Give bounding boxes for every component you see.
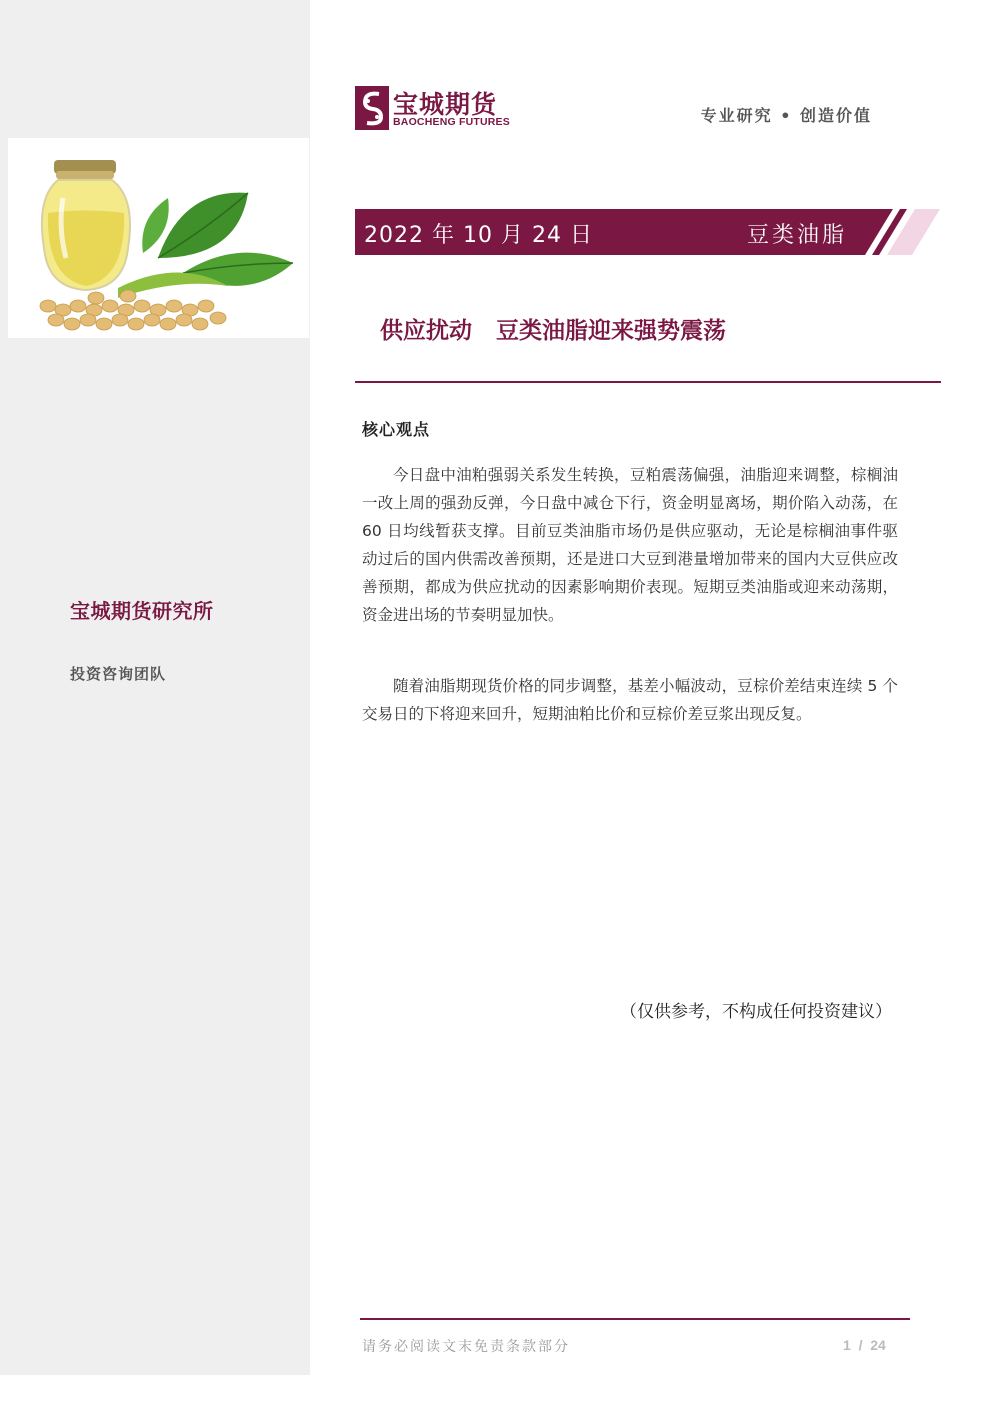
body-paragraph-1: 今日盘中油粕强弱关系发生转换，豆粕震荡偏强，油脂迎来调整，棕榈油一改上周的强劲反弹，今日盘中减仓下行，资金明显离场，期价陷入动荡，在 60 日均线暂获支撑。目前豆类油脂市场仍是供应驱动，无论是棕榈油事件驱动过后的国内供需改善预期，还是进口大豆到港量增加带来的国内大豆供应改善预期，都成为供应扰动的因素影响期价表现。短期豆类油脂或迎来动荡期，资金进出场的节奏明显加快。 [362,466,898,624]
page-number: 1 / 24 [843,1337,886,1353]
footer-divider [360,1318,910,1320]
company-logo [355,86,525,132]
sidebar [0,0,310,1375]
sidebar-team-name: 投资咨询团队 [70,665,167,683]
logo-english-name: BAOCHENG FUTURES [393,116,510,128]
sidebar-org-name: 宝城期货研究所 [70,599,214,623]
disclaimer: （仅供参考，不构成任何投资建议） [620,1002,892,1022]
baocheng-logo-icon [355,86,389,130]
logo-chinese-name: 宝城期货 [393,90,498,119]
footer-note: 请务必阅读文末免责条款部分 [362,1339,570,1355]
date-category-banner [355,209,940,255]
title-divider [355,381,941,383]
soybean-oil-illustration [8,138,309,338]
report-category: 豆类油脂 [747,223,848,248]
body-paragraph-2: 随着油脂期现货价格的同步调整，基差小幅波动，豆棕价差结束连续 5 个交易日的下将迎来回升，短期油粕比价和豆棕价差豆浆出现反复。 [362,677,898,723]
soybean-oil-image [8,138,309,338]
slogan: 专业研究 • 创造价值 [700,106,872,125]
report-title: 供应扰动 豆类油脂迎来强势震荡 [380,318,727,344]
section-heading: 核心观点 [362,420,431,439]
report-date: 2022 年 10 月 24 日 [364,223,593,248]
